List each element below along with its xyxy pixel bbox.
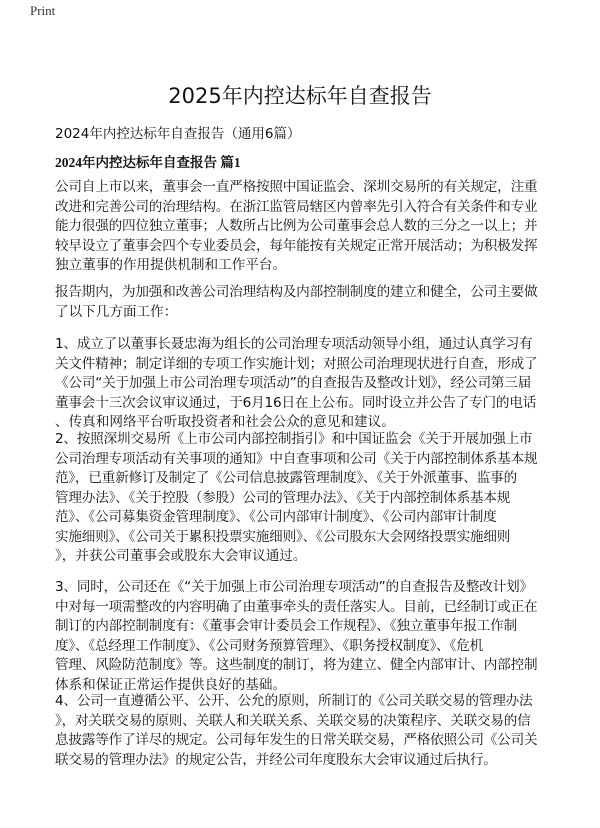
- paragraph-line: 管理办法》、《关于控股（参股）公司的管理办法》、《关于内部控制体系基本规: [55, 489, 511, 506]
- document-subtitle: 2024年内控达标年自查报告（通用6篇）: [55, 126, 301, 142]
- paragraph-line: 能力很强的四位独立董事；人数所占比例为公司董事会总人数的三分之一以上；并: [55, 218, 538, 234]
- paragraph-line: 》，并获公司董事会或股东大会审议通过。: [55, 548, 307, 564]
- paragraph-line: 度》、《总经理工作制度》、《公司财务预算管理》、《职务授权制度》、《危机: [55, 637, 483, 654]
- paragraph-line: 范》、《公司募集资金管理制度》、《公司内部审计制度》、《公司内部审计制度: [55, 509, 497, 525]
- paragraph: [55, 283, 555, 322]
- section-heading: 2024年内控达标年自查报告 篇1: [55, 155, 241, 170]
- paragraph-line: 公司自上市以来，董事会一直严格按照中国证监会、深圳交易所的有关规定，注重: [55, 179, 538, 195]
- paragraph: [55, 178, 555, 276]
- paragraph-line: 息披露等作了详尽的规定。公司每年发生的日常关联交易，严格依照公司《公司关: [55, 732, 538, 748]
- paragraph-line: 改进和完善公司的治理结构。在浙江监管局辖区内曾率先引入符合有关条件和专业: [55, 198, 538, 215]
- paragraph-line: 》，对关联交易的原则、关联人和关联关系、关联交易的决策程序、关联交易的信: [55, 712, 531, 729]
- paragraph-line: 较早设立了董事会四个专业委员会，每年能按有关规定正常开展活动；为积极发挥: [55, 237, 538, 254]
- paragraph-line: 2、按照深圳交易所《上市公司内部控制指引》和中国证监会《关于开展加强上市: [55, 431, 533, 447]
- paragraph-line: 制订的内部控制制度有：《董事会审计委员会工作规程》、《独立董事年报工作制: [55, 618, 517, 634]
- paragraph-line: 《公司“关于加强上市公司治理专项活动”的自查报告及整改计划》，经公司第三届: [55, 375, 532, 391]
- paragraph-line: 范》，已重新修订及制定了《公司信息披露管理制度》、《关于外派董事、监事的: [55, 470, 517, 486]
- print-link[interactable]: Print: [30, 3, 56, 18]
- paragraph: [55, 430, 555, 567]
- paragraph-line: 4、公司一直遵循公平、公开、公允的原则，所制订的《公司关联交易的管理办法: [55, 693, 533, 709]
- paragraph: [55, 692, 555, 770]
- paragraph-line: 董事会十三次会议审议通过，于6月16日在上公布。同时设立并公告了专门的电话: [55, 394, 537, 411]
- paragraph-line: 联交易的管理办法》的规定公告，并经公司年度股东大会审议通过后执行。: [55, 751, 497, 768]
- paragraph-line: 了以下几方面工作：: [55, 303, 178, 320]
- paragraph-line: 管理、风险防范制度》等。这些制度的制订，将为建立、健全内部审计、内部控制: [55, 657, 538, 673]
- paragraph-line: 、传真和网络平台听取投资者和社会公众的意见和建议。: [55, 414, 395, 430]
- paragraph-line: 体系和保证正常运作提供良好的基础。: [55, 676, 287, 693]
- document-title: 2025年内控达标年自查报告: [168, 84, 432, 108]
- paragraph-line: 中对每一项需整改的内容明确了由董事牵头的责任落实人。目前，已经制订或正在: [55, 598, 538, 615]
- paragraph: [55, 335, 555, 433]
- paragraph-line: 1、成立了以董事长聂忠海为组长的公司治理专项活动领导小组，通过认真学习有: [55, 336, 533, 352]
- paragraph-line: 关文件精神；制定详细的专项工作实施计划；对照公司治理现状进行自查，形成了: [55, 355, 538, 372]
- paragraph-line: 独立董事的作用提供机制和工作平台。: [55, 257, 287, 273]
- paragraph-line: 报告期内，为加强和改善公司治理结构及内部控制制度的建立和健全，公司主要做: [55, 284, 538, 300]
- paragraph: [55, 578, 555, 695]
- paragraph-line: 实施细则》、《公司关于累积投票实施细则》、《公司股东大会网络投票实施细则: [55, 528, 511, 545]
- paragraph-line: 公司治理专项活动有关事项的通知》中自查事项和公司《关于内部控制体系基本规: [55, 450, 538, 467]
- paragraph-line: 3、同时，公司还在《“关于加强上市公司治理专项活动”的自查报告及整改计划》: [55, 579, 533, 595]
